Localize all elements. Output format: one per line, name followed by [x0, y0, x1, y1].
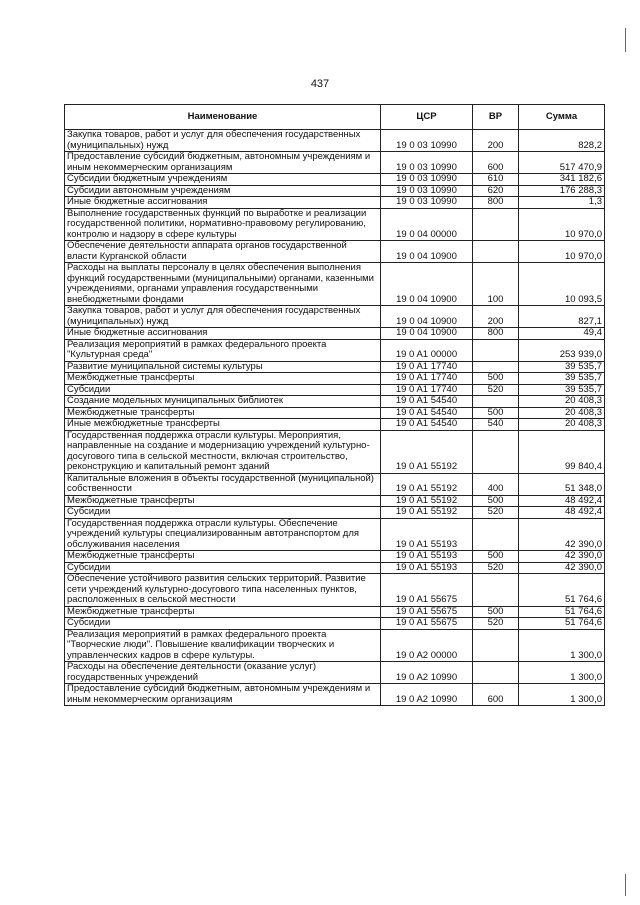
table-row — [65, 507, 605, 519]
cell-name: Субсидии — [65, 384, 381, 396]
cell-name: Межбюджетные трансферты — [65, 373, 381, 385]
table-row — [65, 241, 605, 263]
table-row — [65, 197, 605, 209]
cell-csr: 19 0 A1 00000 — [381, 339, 473, 361]
cell-csr: 19 0 A1 55675 — [381, 574, 473, 607]
cell-csr: 19 0 A1 54540 — [381, 407, 473, 419]
table-row — [65, 384, 605, 396]
cell-csr: 19 0 A1 54540 — [381, 396, 473, 408]
cell-vr — [473, 241, 519, 263]
cell-sum: 1 300,0 — [519, 662, 605, 684]
cell-csr: 19 0 04 00000 — [381, 208, 473, 241]
cell-sum: 39 535,7 — [519, 384, 605, 396]
cell-name: Расходы на обеспечение деятельности (оказание услуг) государственных учреждений — [65, 662, 381, 684]
cell-csr: 19 0 03 10990 — [381, 130, 473, 152]
table-row — [65, 518, 605, 551]
cell-csr: 19 0 A1 55192 — [381, 507, 473, 519]
cell-name: Закупка товаров, работ и услуг для обеспечения государственных (муниципальных) нужд — [65, 130, 381, 152]
cell-sum: 517 470,9 — [519, 152, 605, 174]
cell-sum: 828,2 — [519, 130, 605, 152]
table-row — [65, 208, 605, 241]
cell-csr: 19 0 A1 17740 — [381, 361, 473, 373]
table-row — [65, 629, 605, 662]
cell-sum: 51 764,6 — [519, 618, 605, 630]
cell-vr: 610 — [473, 174, 519, 186]
table-row — [65, 606, 605, 618]
table-row — [65, 396, 605, 408]
table-row — [65, 339, 605, 361]
cell-name: Развитие муниципальной системы культуры — [65, 361, 381, 373]
cell-csr: 19 0 03 10990 — [381, 197, 473, 209]
cell-sum: 39 535,7 — [519, 361, 605, 373]
cell-csr: 19 0 A1 55675 — [381, 618, 473, 630]
cell-name: Иные межбюджетные трансферты — [65, 419, 381, 431]
margin-mark-bottom — [625, 874, 626, 896]
table-row — [65, 306, 605, 328]
cell-sum: 99 840,4 — [519, 430, 605, 473]
table-row — [65, 373, 605, 385]
cell-vr: 500 — [473, 551, 519, 563]
cell-name: Обеспечение устойчивого развития сельских территорий. Развитие сети учреждений культурно-досугового типа населенных пунктов, расположенных в сельской местности — [65, 574, 381, 607]
table-row — [65, 495, 605, 507]
cell-name: Выполнение государственных функций по выработке и реализации государственной политики, нормативно-правовому регулированию, контролю и надзору в сфере культуры — [65, 208, 381, 241]
table-row — [65, 185, 605, 197]
cell-vr: 200 — [473, 306, 519, 328]
cell-sum: 49,4 — [519, 328, 605, 340]
table-row — [65, 574, 605, 607]
cell-name: Межбюджетные трансферты — [65, 551, 381, 563]
cell-vr: 520 — [473, 507, 519, 519]
cell-name: Межбюджетные трансферты — [65, 407, 381, 419]
cell-sum: 42 390,0 — [519, 562, 605, 574]
cell-sum: 51 764,6 — [519, 574, 605, 607]
cell-vr: 100 — [473, 263, 519, 306]
cell-csr: 19 0 A1 55675 — [381, 606, 473, 618]
table-header-row — [65, 105, 605, 130]
cell-vr: 520 — [473, 384, 519, 396]
cell-csr: 19 0 A1 55192 — [381, 495, 473, 507]
table-row — [65, 662, 605, 684]
table-row — [65, 684, 605, 706]
table-row — [65, 407, 605, 419]
cell-csr: 19 0 03 10990 — [381, 185, 473, 197]
cell-csr: 19 0 A2 00000 — [381, 629, 473, 662]
cell-name: Субсидии — [65, 507, 381, 519]
cell-name: Закупка товаров, работ и услуг для обеспечения государственных (муниципальных) нужд — [65, 306, 381, 328]
cell-sum: 20 408,3 — [519, 396, 605, 408]
cell-vr: 600 — [473, 152, 519, 174]
cell-vr — [473, 339, 519, 361]
cell-sum: 48 492,4 — [519, 495, 605, 507]
cell-sum: 1,3 — [519, 197, 605, 209]
cell-vr: 800 — [473, 328, 519, 340]
table-row — [65, 130, 605, 152]
cell-csr: 19 0 03 10990 — [381, 152, 473, 174]
header-sum: Сумма — [519, 105, 605, 130]
cell-vr — [473, 629, 519, 662]
table-row — [65, 174, 605, 186]
cell-vr — [473, 662, 519, 684]
cell-vr: 500 — [473, 495, 519, 507]
cell-sum: 10 093,5 — [519, 263, 605, 306]
cell-csr: 19 0 A1 55193 — [381, 518, 473, 551]
cell-name: Предоставление субсидий бюджетным, автономным учреждениям и иным некоммерческим организациям — [65, 684, 381, 706]
table-row — [65, 328, 605, 340]
cell-sum: 20 408,3 — [519, 407, 605, 419]
cell-name: Иные бюджетные ассигнования — [65, 197, 381, 209]
cell-vr: 800 — [473, 197, 519, 209]
cell-vr: 600 — [473, 684, 519, 706]
cell-name: Капитальные вложения в объекты государственной (муниципальной) собственности — [65, 473, 381, 495]
cell-csr: 19 0 A2 10990 — [381, 662, 473, 684]
cell-sum: 39 535,7 — [519, 373, 605, 385]
table-row — [65, 419, 605, 431]
cell-sum: 1 300,0 — [519, 684, 605, 706]
cell-csr: 19 0 04 10900 — [381, 241, 473, 263]
table-row — [65, 152, 605, 174]
cell-name: Межбюджетные трансферты — [65, 606, 381, 618]
cell-name: Субсидии автономным учреждениям — [65, 185, 381, 197]
cell-vr: 500 — [473, 407, 519, 419]
cell-vr: 540 — [473, 419, 519, 431]
cell-csr: 19 0 A1 55192 — [381, 473, 473, 495]
cell-vr: 520 — [473, 562, 519, 574]
header-name: Наименование — [65, 105, 381, 130]
cell-name: Создание модельных муниципальных библиотек — [65, 396, 381, 408]
cell-sum: 827,1 — [519, 306, 605, 328]
cell-sum: 176 288,3 — [519, 185, 605, 197]
cell-vr: 620 — [473, 185, 519, 197]
cell-csr: 19 0 A2 10990 — [381, 684, 473, 706]
cell-csr: 19 0 03 10990 — [381, 174, 473, 186]
cell-csr: 19 0 04 10900 — [381, 306, 473, 328]
cell-name: Межбюджетные трансферты — [65, 495, 381, 507]
cell-sum: 253 939,0 — [519, 339, 605, 361]
table-row — [65, 618, 605, 630]
margin-mark-top — [625, 28, 626, 52]
cell-vr — [473, 361, 519, 373]
cell-sum: 1 300,0 — [519, 629, 605, 662]
cell-name: Субсидии бюджетным учреждениям — [65, 174, 381, 186]
cell-sum: 341 182,6 — [519, 174, 605, 186]
table-row — [65, 473, 605, 495]
cell-vr: 500 — [473, 373, 519, 385]
table-row — [65, 430, 605, 473]
cell-sum: 51 764,6 — [519, 606, 605, 618]
cell-vr: 500 — [473, 606, 519, 618]
cell-sum: 51 348,0 — [519, 473, 605, 495]
cell-vr — [473, 396, 519, 408]
cell-name: Государственная поддержка отрасли культуры. Обеспечение учреждений культуры специализированным автотранспортом для обслуживания населения — [65, 518, 381, 551]
cell-csr: 19 0 A1 54540 — [381, 419, 473, 431]
cell-name: Субсидии — [65, 618, 381, 630]
cell-csr: 19 0 A1 55193 — [381, 551, 473, 563]
cell-name: Реализация мероприятий в рамках федерального проекта "Творческие люди". Повышение квалификации творческих и управленческих кадров в сфере культуры. — [65, 629, 381, 662]
cell-vr: 400 — [473, 473, 519, 495]
table-row — [65, 562, 605, 574]
cell-name: Предоставление субсидий бюджетным, автономным учреждениям и иным некоммерческим организациям — [65, 152, 381, 174]
cell-name: Государственная поддержка отрасли культуры. Мероприятия, направленные на создание и модернизацию учреждений культурно-досугового типа в сельской местности, включая строительство, реконструкцию и капитальный ремонт зданий — [65, 430, 381, 473]
cell-name: Расходы на выплаты персоналу в целях обеспечения выполнения функций государственными (муниципальными) органами, казенными учреждениями, органами управления государственными внебюджетными фондами — [65, 263, 381, 306]
header-vr: ВР — [473, 105, 519, 130]
cell-name: Обеспечение деятельности аппарата органов государственной власти Курганской области — [65, 241, 381, 263]
table-body — [65, 130, 605, 706]
cell-sum: 10 970,0 — [519, 208, 605, 241]
page-number: 437 — [310, 78, 330, 90]
cell-vr — [473, 518, 519, 551]
cell-sum: 10 970,0 — [519, 241, 605, 263]
cell-csr: 19 0 04 10900 — [381, 328, 473, 340]
cell-sum: 42 390,0 — [519, 551, 605, 563]
cell-name: Реализация мероприятий в рамках федерального проекта "Культурная среда" — [65, 339, 381, 361]
cell-sum: 42 390,0 — [519, 518, 605, 551]
cell-name: Субсидии — [65, 562, 381, 574]
cell-vr — [473, 208, 519, 241]
table-row — [65, 361, 605, 373]
cell-csr: 19 0 A1 55192 — [381, 430, 473, 473]
cell-vr: 520 — [473, 618, 519, 630]
budget-table — [64, 104, 605, 706]
table-row — [65, 551, 605, 563]
cell-csr: 19 0 A1 55193 — [381, 562, 473, 574]
cell-sum: 48 492,4 — [519, 507, 605, 519]
cell-vr: 200 — [473, 130, 519, 152]
cell-csr: 19 0 A1 17740 — [381, 373, 473, 385]
cell-sum: 20 408,3 — [519, 419, 605, 431]
table-row — [65, 263, 605, 306]
cell-vr — [473, 430, 519, 473]
cell-name: Иные бюджетные ассигнования — [65, 328, 381, 340]
cell-vr — [473, 574, 519, 607]
cell-csr: 19 0 04 10900 — [381, 263, 473, 306]
cell-csr: 19 0 A1 17740 — [381, 384, 473, 396]
header-csr: ЦСР — [381, 105, 473, 130]
